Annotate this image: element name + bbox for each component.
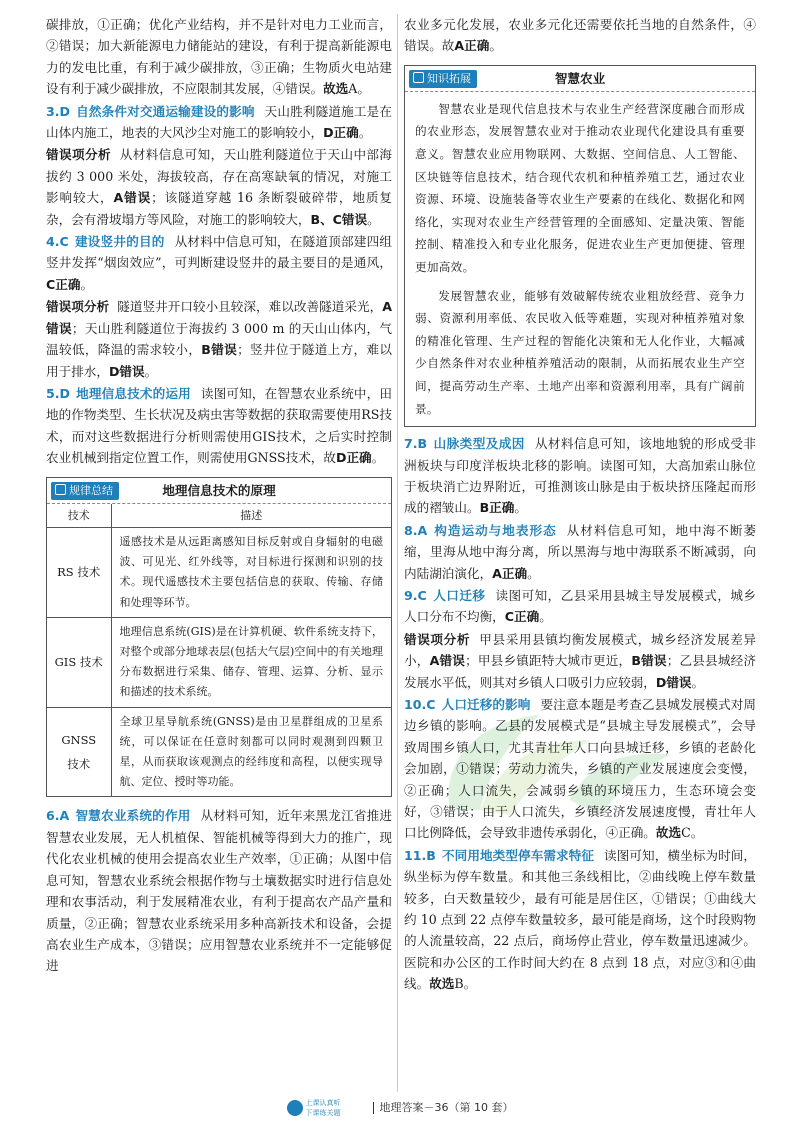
error-analysis-4: 错误项分析 隧道竖井开口较小且较深，难以改善隧道采光，A错误；天山胜利隧道位于海拔约 3 000 m 的天山山体内，气温较低，降温的需求较小，B错误；竖井位于隧道上方，难以用于排水，D错误。 bbox=[46, 299, 393, 379]
answer-item-4: 4.C 建设竖井的目的 从材料中信息可知，在隧道顶部建四组竖井发挥“烟囱效应”，可判断建设竖井的最主要目的是通风，C正确。 bbox=[46, 234, 393, 292]
rule-summary-title: 地理信息技术的原理 bbox=[162, 482, 276, 498]
right-column bbox=[404, 14, 756, 995]
book-icon bbox=[55, 484, 66, 495]
answer-item-6-continued: 农业多元化发展，农业多元化还需要依托当地的自然条件，④错误。故A正确。 bbox=[404, 17, 756, 54]
answer-item-8: 8.A 构造运动与地表形态 从材料信息可知，地中海不断萎缩，里海从地中海分离，所以黑海与地中海联系不断减弱，向内陆湖泊演化，A正确。 bbox=[404, 522, 757, 581]
left-column bbox=[46, 14, 392, 977]
answer-item-9: 9.C 人口迁移 读图可知，乙县采用县城主导发展模式，城乡人口分布不均衡，C正确。 bbox=[404, 587, 757, 625]
table-cell-tech: GNSS 技术 bbox=[47, 707, 111, 796]
answer-item-6: 6.A 智慧农业系统的作用 从材料可知，近年来黑龙江省推进智慧农业发展，无人机植保、智能机械等得到大力的推广，现代化农业机械的使用会提高农业生产效率，①正确；从图中信息可知，智慧农业系统会根据作物与土壤数据实时进行信息处理和农事活动，利于发展精准农业，有利于提高农产品产量和质量，②正确；智慧农业系统采用多种高新技术和设备，会提高农业生产成本，③错误；应用智慧农业系统并不一定能够促进 bbox=[46, 808, 393, 974]
footer-page-label: 地理答案－36（第 10 套） bbox=[379, 1101, 514, 1114]
knowledge-paragraph-2: 发展智慧农业，能够有效破解传统农业粗放经营、竞争力弱、资源利用率低、农民收入低等难题，实现对种植养殖对象的精准化管理、生产过程的智能化决策和无人化作业，大幅减少自然条件对农业种植养殖活动的限制，从而拓展农业生产空间，提高劳动生产率、土地产出率和资源利用率，具有广阔前景。 bbox=[415, 288, 745, 416]
answer-item-11: 11.B 不同用地类型停车需求特征 读图可知，横坐标为时间，纵坐标为停车数量。和其他三条线相比，②曲线晚上停车数量较多，白天数量较少，最有可能是居住区，①错误；①曲线大约 10 点到 22 点停车数量较多，最可能是商场，这个时段购物的人流量较高，22 点后，商场停止营业，停车数量迅速减少。医院和办公区的工作时间大约在 8 点到 18 点，对应③和④曲线。故选B。 bbox=[404, 847, 757, 992]
table-row bbox=[47, 528, 391, 618]
knowledge-box bbox=[404, 65, 756, 427]
error-analysis-9: 错误项分析 甲县采用县镇均衡发展模式，城乡经济发展差异小，A错误；甲县乡镇距特大城市更近，B错误；乙县县城经济发展水平低，则其对乡镇人口吸引力应较弱，D错误。 bbox=[404, 631, 757, 690]
rule-summary-badge: 规律总结 bbox=[51, 482, 119, 500]
logo-circle-icon bbox=[287, 1100, 303, 1116]
table-row bbox=[47, 707, 391, 796]
answer-item-7: 7.B 山脉类型及成因 从材料信息可知，该地地貌的形成受非洲板块与印度洋板块北移的影响。读图可知，大高加索山脉位于板块消亡边界附近，可推测该山脉是由于板块挤压隆起而形成的褶皱山。B正确。 bbox=[404, 436, 756, 516]
table-header-row bbox=[47, 504, 391, 528]
geo-tech-table bbox=[47, 504, 391, 797]
table-cell-tech: RS 技术 bbox=[47, 528, 111, 618]
error-analysis-3: 错误项分析 从材料信息可知，天山胜利隧道位于天山中部海拔约 3 000 米处，海拔较高，存在高寒缺氧的情况，对施工影响较大，A错误；该隧道穿越 16 条断裂破碎带，地质复杂，会有滑坡塌方等风险，对施工的影响较大，B、C错误。 bbox=[46, 147, 392, 227]
answer-item-5: 5.D 地理信息技术的运用 读图可知，在智慧农业系统中，田地的作物类型、生长状况及病虫害等数据的获取需要使用RS技术，而对这些数据进行分析则需使用GIS技术，之后实时控制农业机械到指定位置工作，则需使用GNSS技术，故D正确。 bbox=[46, 385, 393, 466]
table-row bbox=[47, 617, 391, 707]
answer-item-3: 3.D 自然条件对交通运输建设的影响 天山胜利隧道施工是在山体内施工，地表的大风沙尘对施工的影响较小，D正确。 bbox=[46, 103, 393, 141]
rule-summary-box bbox=[46, 477, 392, 798]
footer-logo bbox=[287, 1098, 361, 1118]
table-cell-tech: GIS 技术 bbox=[47, 617, 111, 707]
knowledge-header bbox=[405, 66, 755, 92]
book-icon bbox=[413, 72, 424, 83]
table-header-tech: 技术 bbox=[47, 504, 111, 528]
logo-line-2: 下课练关题 bbox=[305, 1109, 341, 1117]
intro-paragraph: 碳排放，①正确；优化产业结构，并不是针对电力工业而言，②错误；加大新能源电力储能站的建设，有利于提高新能源电力的发电比重，有利于减少碳排放，③正确；生物质火电站建设有利于减少碳排放，不应限制其发展，④错误。故选A。 bbox=[46, 17, 393, 97]
table-header-desc: 描述 bbox=[111, 504, 391, 528]
logo-line-1: 上课认真听 bbox=[305, 1099, 341, 1107]
page-footer bbox=[0, 1096, 800, 1120]
table-cell-desc: 地理信息系统(GIS)是在计算机硬、软件系统支持下，对整个或部分地球表层(包括大气层)空间中的有关地理分布数据进行采集、储存、管理、运算、分析、显示和描述的技术系统。 bbox=[111, 617, 391, 707]
knowledge-title: 智慧农业 bbox=[554, 70, 606, 86]
table-cell-desc: 遥感技术是从远距离感知目标反射或自身辐射的电磁波、可见光、红外线等，对目标进行探测和识别的技术。现代遥感技术主要包括信息的获取、传输、存储和处理等环节。 bbox=[111, 528, 391, 618]
footer-separator bbox=[373, 1102, 374, 1114]
column-divider bbox=[397, 14, 398, 1092]
rule-summary-header bbox=[47, 478, 391, 504]
table-cell-desc: 全球卫星导航系统(GNSS)是由卫星群组成的卫星系统，可以保证在任意时刻都可以同时观测到四颗卫星，从而获取该观测点的经纬度和高程，以便实现导航、定位、授时等功能。 bbox=[119, 714, 383, 789]
knowledge-paragraph-1: 智慧农业是现代信息技术与农业生产经营深度融合而形成的农业形态，发展智慧农业对于推动农业现代化建设具有重要意义。智慧农业应用物联网、大数据、空间信息、人工智能、区块链等信息技术，结合现代农机和种植养殖工艺，通过农业资源、环境、设施装备等农业生产要素的在线化、数据化和网络化，实现对农业生产经营管理的全面感知、定量决策、智能控制、精准投入和专业化服务，促进农业生产更加便捷、管理更加高效。 bbox=[415, 101, 745, 274]
answer-item-10: 10.C 人口迁移的影响 要注意本题是考查乙县城发展模式对周边乡镇的影响。乙县的发展模式是“县城主导发展模式”，会导致周围乡镇人口，尤其青壮年人口向县城迁移，乡镇的老龄化会加剧，①错误；劳动力流失，乡镇的产业发展速度会变慢，②正确；人口流失，会减弱乡镇的环境压力，生态环境会变好，③错误；由于人口流失，乡镇经济发展速度慢，青壮年人口比例降低，会导致非遗传承弱化，④正确。故选C。 bbox=[404, 697, 757, 841]
knowledge-badge: 知识拓展 bbox=[409, 70, 477, 88]
